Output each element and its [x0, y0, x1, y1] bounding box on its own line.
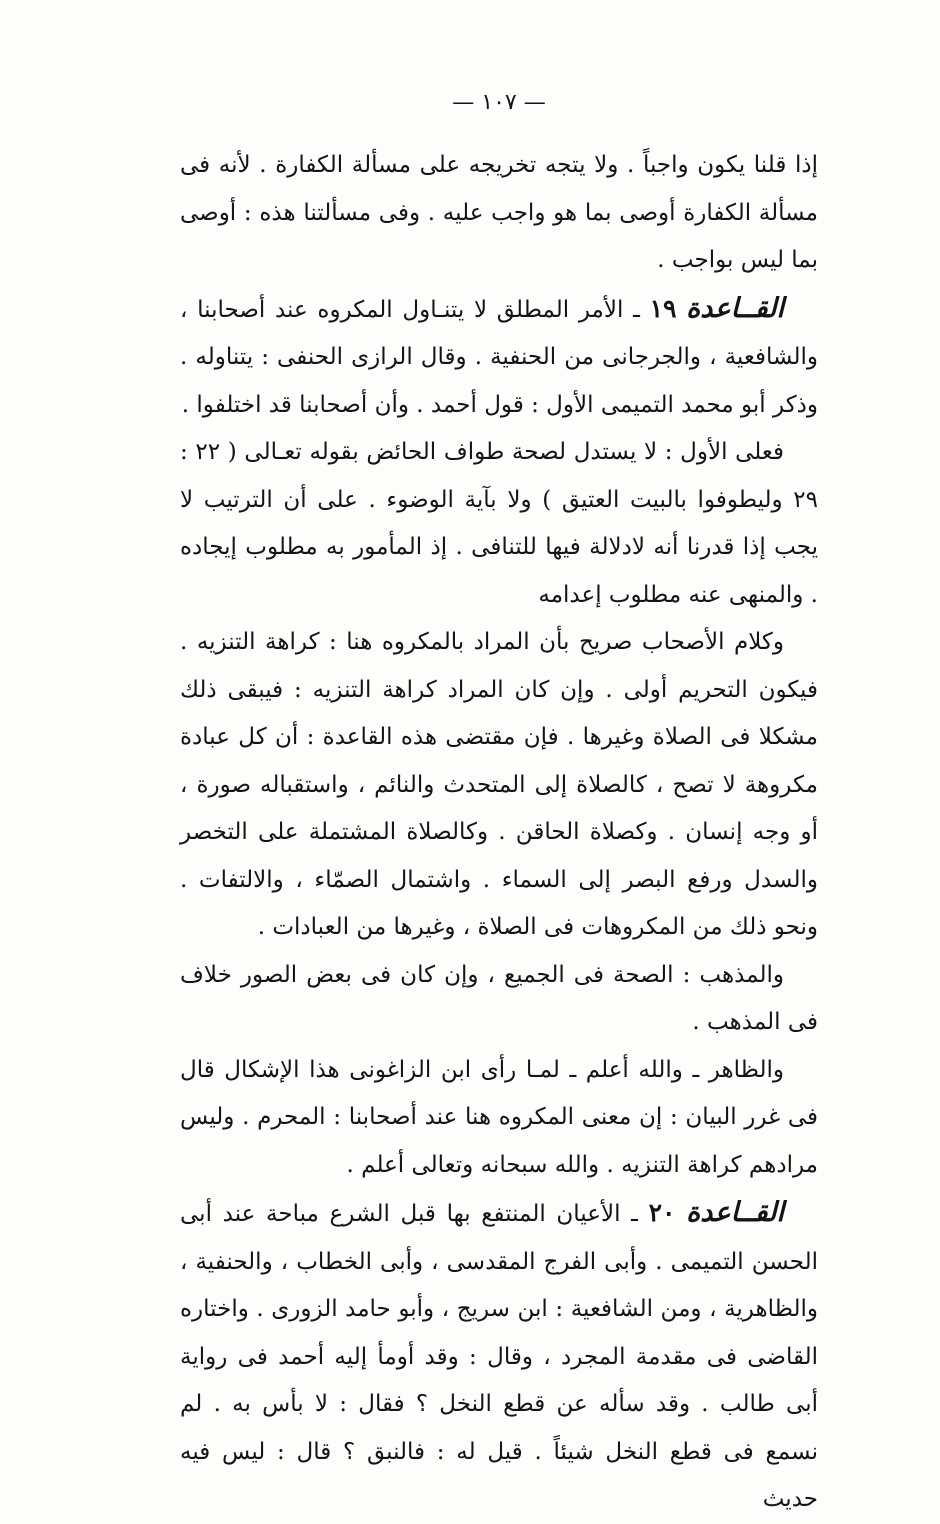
paragraph-text: ـ الأعيان المنتفع بها قبل الشرع مباحة عند أبى الحسن التميمى . وأبى الفرج المقدسى ، وأبى الخطاب ، والحنفية ، والظاهرية ، ومن الشافعية : ابن سريج ، وأبو حامد الزورى . واختاره القاضى فى مقدمة المجرد ، وقال : وقد أومأ إليه أحمد فى رواية أبى طالب . وقد سأله عن قطع النخل ؟ فقال : لا بأس به . لم نسمع فى قطع النخل شيئاً . قيل له : فالنبق ؟ قال : ليس فيه حديث — [180, 1201, 818, 1512]
paragraph — [180, 1189, 818, 1524]
paragraph-text: ـ الأمر المطلق لا يتنـاول المكروه عند أصحابنا ، والشافعية ، والجرجانى من الحنفية . وقال الرازى الحنفى : يتناوله . وذكر أبو محمد التميمى الأول : قول أحمد . وأن أصحابنا قد اختلفوا . — [180, 296, 818, 418]
page-number: — ١٠٧ — — [452, 90, 546, 115]
paragraph — [180, 429, 818, 619]
paragraph — [180, 142, 818, 285]
paragraph-text: والمذهب : الصحة فى الجميع ، وإن كان فى بعض الصور خلاف فى المذهب . — [180, 961, 818, 1035]
rule-heading: القــاعدة — [686, 292, 785, 324]
paragraph-text: إذا قلنا يكون واجباً . ولا يتجه تخريجه على مسألة الكفارة . لأنه فى مسألة الكفارة أوصى بما هو واجب عليه . وفى مسألتنا هذه : أوصى بما ليس بواجب . — [180, 152, 818, 273]
paragraph — [180, 285, 818, 430]
paragraph — [180, 619, 818, 952]
paragraph-text: وكلام الأصحاب صريح بأن المراد بالمكروه هنا : كراهة التنزيه . فيكون التحريم أولى . وإن كان المراد كراهة التنزيه : فيبقى ذلك مشكلا فى الصلاة وغيرها . فإن مقتضى هذه القاعدة : أن كل عبادة مكروهة لا تصح ، كالصلاة إلى المتحدث والنائم ، واستقباله صورة ، أو وجه إنسان . وكصلاة الحاقن . وكالصلاة المشتملة على التخصر والسدل ورفع البصر إلى السماء . واشتمال الصمّاء ، والالتفات . ونحو ذلك من المكروهات فى الصلاة ، وغيرها من العبادات . — [180, 629, 818, 940]
page-body — [180, 142, 818, 1524]
paragraph — [180, 1047, 818, 1190]
paragraph — [180, 952, 818, 1047]
rule-number: ١٩ — [649, 293, 677, 323]
rule-number: ٢٠ — [648, 1198, 676, 1227]
rule-heading: القــاعدة — [686, 1197, 785, 1228]
paragraph-text: فعلى الأول : لا يستدل لصحة طواف الحائض بقوله تعـالى ( ٢٢ : ٢٩ وليطوفوا بالبيت العتيق ) ولا بآية الوضوء . على أن الترتيب لا يجب إذا قدرنا أنه لادلالة فيها للتنافى . إذ المأمور به مطلوب إيجاده . والمنهى عنه مطلوب إعدامه — [180, 439, 818, 608]
paragraph-text: والظاهر ـ والله أعلم ـ لمـا رأى ابن الزاغونى هذا الإشكال قال فى غرر البيان : إن معنى المكروه هنا عند أصحابنا : المحرم . وليس مرادهم كراهة التنزيه . والله سبحانه وتعالى أعلم . — [180, 1056, 819, 1178]
